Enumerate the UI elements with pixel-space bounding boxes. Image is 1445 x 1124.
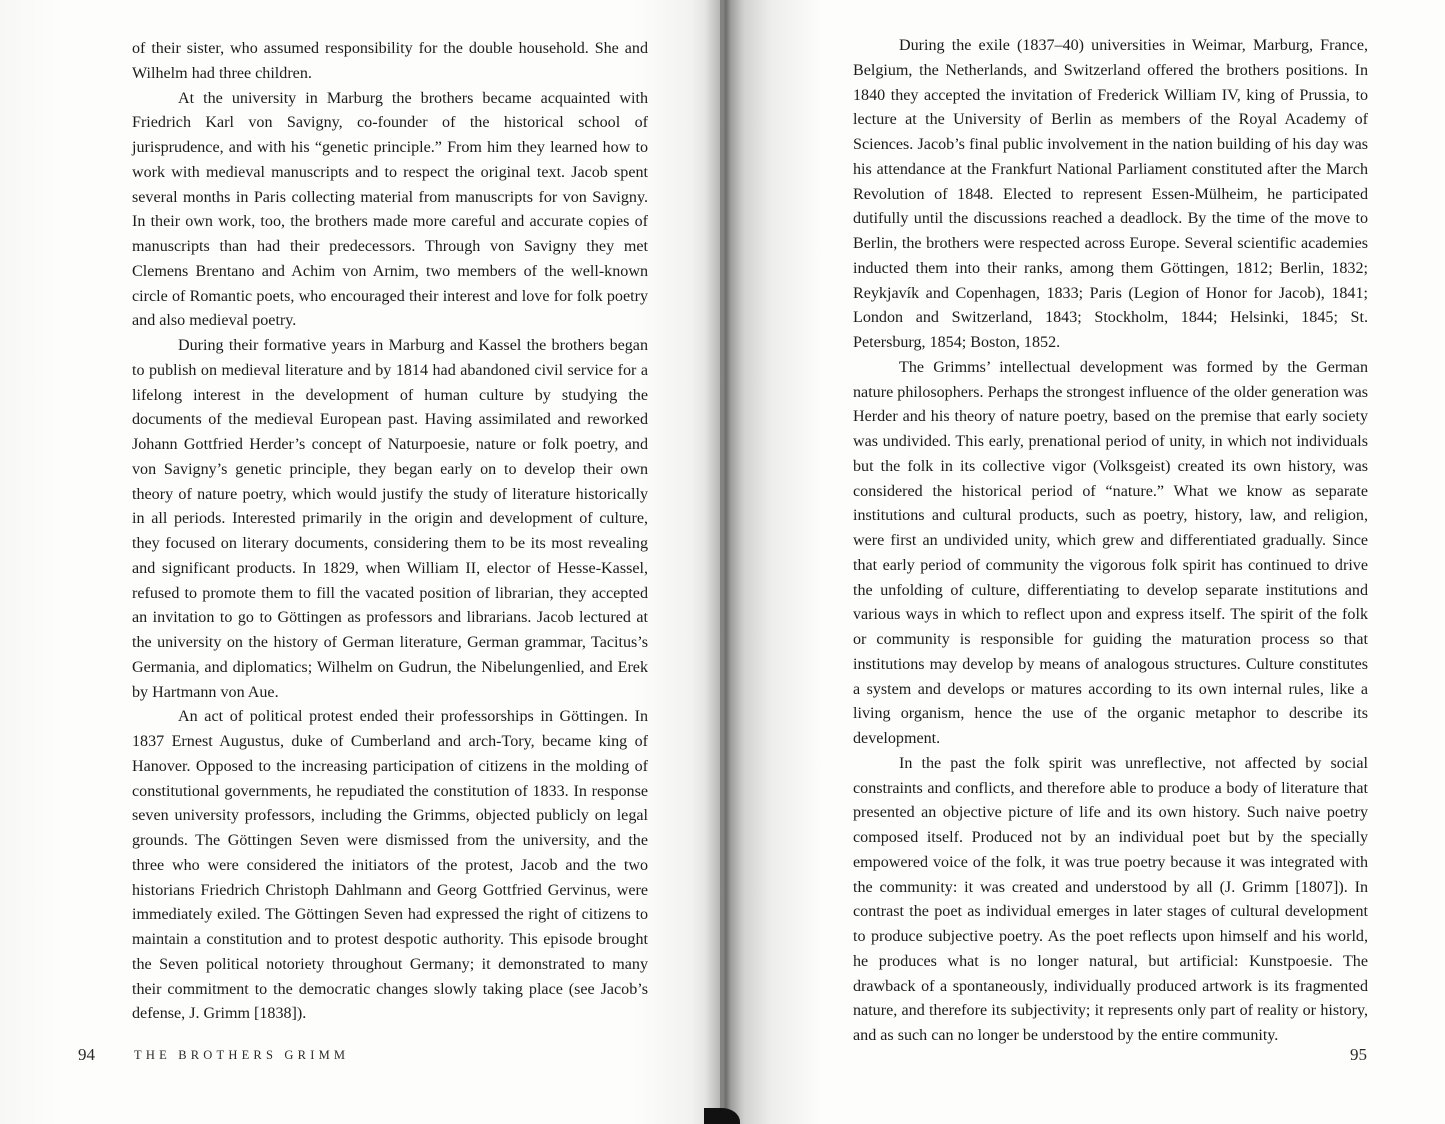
paragraph: During their formative years in Marburg and Kassel the brothers began to publish on medieval literature and by 1814 had abandoned civil service for a lifelong interest in the development of human culture by studying the documents of the medieval European past. Having assimilated and reworked Johann Gottfried Herder’s concept of Naturpoesie, nature or folk poetry, and von Savigny’s genetic principle, they began early on to develop their own theory of nature poetry, which would justify the study of literature historically in all periods. Interested primarily in the origin and development of culture, they focused on literary documents, considering them to be its most revealing and significant products. In 1829, when William II, elector of Hesse-Kassel, refused to promote them to fill the vacated position of librarian, they accepted an invitation to go to Göttingen as professors and librarians. Jacob lectured at the university on the history of German literature, German grammar, Tacitus’s Germania, and diplomatics; Wilhelm on Gudrun, the Nibelungenlied, and Erek by Hartmann von Aue.: [132, 337, 648, 701]
paragraph: In the past the folk spirit was unreflective, not affected by social constraints and conflicts, and therefore able to produce a body of literature that presented an objective picture of life and its own history. Such naive poetry composed itself. Produced not by an individual poet but by the specially empowered voice of the folk, it was true poetry because it was integrated with the community: it was created and understood by all (J. Grimm [1807]). In contrast the poet as individual emerges in later stages of cultural development to produce subjective poetry. As the poet reflects upon himself and his world, he produces what is no longer natural, but artificial: Kunstpoesie. The drawback of a spontaneously, individually produced artwork is its fragmented nature, and therefore its subjectivity; it represents only part of reality or history, and as such can no longer be understood by the entire community.: [853, 754, 1368, 1044]
paragraph: of their sister, who assumed responsibility for the double household. She and Wilhelm had three children.: [132, 40, 648, 82]
paragraph: An act of political protest ended their professorships in Göttingen. In 1837 Ernest Augustus, duke of Cumberland and arch-Tory, became king of Hanover. Opposed to the increasing participation of citizens in the molding of constitutional governments, he repudiated the constitution of 1833. In response seven university professors, including the Grimms, objected publicly on legal grounds. The Göttingen Seven were dismissed from the university, and the three who were considered the initiators of the protest, Jacob and the two historians Friedrich Christoph Dahlmann and Georg Gottfried Gervinus, were immediately exiled. The Göttingen Seven had expressed the right of citizens to maintain a constitution and to protest despotic authority. This episode brought the Seven political notoriety throughout Germany; it demonstrated to many their commitment to the democratic changes slowly taking place (see Jacob’s defense, J. Grimm [1838]).: [132, 708, 648, 1023]
gutter-shadow: [705, 0, 745, 1124]
paragraph: At the university in Marburg the brothers became acquainted with Friedrich Karl von Savigny, co-founder of the historical school of jurisprudence, and with his “genetic principle.” From him they learned how to work with medieval manuscripts and to respect the original text. Jacob spent several months in Paris collecting material from manuscripts for von Savigny. In their own work, too, the brothers made more careful and accurate copies of manuscripts than had their predecessors. Through von Savigny they met Clemens Brentano and Achim von Arnim, two members of the well-known circle of Romantic poets, who encouraged their interest and love for folk poetry and also medieval poetry.: [132, 89, 648, 330]
paragraph: The Grimms’ intellectual development was formed by the German nature philosophers. Perhaps the strongest influence of the older generation was Herder and his theory of nature poetry, based on the premise that early society was undivided. This early, prenational period of unity, in which not individuals but the folk in its collective vigor (Volksgeist) created its own history, was considered the historical period of “nature.” What we know as separate institutions and cultural products, such as poetry, history, law, and religion, were first an undivided unity, which grew and differentiated gradually. Since that early period of community the vigorous folk spirit has continued to drive the unfolding of culture, differentiating to develop separate institutions and various ways in which to reflect upon and express itself. The spirit of the folk or community is responsible for guiding the maturation process so that institutions may develop by means of analogous structures. Culture constitutes a system and develops or matures according to its own internal rules, like a living organism, hence the use of the organic metaphor to describe its development.: [853, 358, 1368, 747]
page-number: 95: [1350, 1045, 1367, 1064]
left-page: [0, 0, 720, 1124]
right-page-body: [853, 34, 1368, 1049]
paragraph: During the exile (1837–40) universities in Weimar, Marburg, France, Belgium, the Netherlands, and Switzerland offered the brothers positions. In 1840 they accepted the invitation of Frederick William IV, king of Prussia, to lecture at the University of Berlin as members of the Royal Academy of Sciences. Jacob’s final public involvement in the nation building of his day was his attendance at the Frankfurt National Parliament constituted after the March Revolution of 1848. Elected to represent Essen-Mülheim, he participated dutifully until the discussions reached a deadlock. By the time of the move to Berlin, the brothers were respected across Europe. Several scientific academies inducted them into their ranks, among them Göttingen, 1812; Berlin, 1832; Reykjavík and Copenhagen, 1833; Paris (Legion of Honor for Jacob), 1841; London and Switzerland, 1843; Stockholm, 1844; Helsinki, 1845; St. Petersburg, 1854; Boston, 1852.: [853, 37, 1368, 351]
left-page-body: [132, 37, 648, 1027]
page-number: 94: [78, 1045, 95, 1064]
running-head: THE BROTHERS GRIMM: [134, 1048, 350, 1062]
